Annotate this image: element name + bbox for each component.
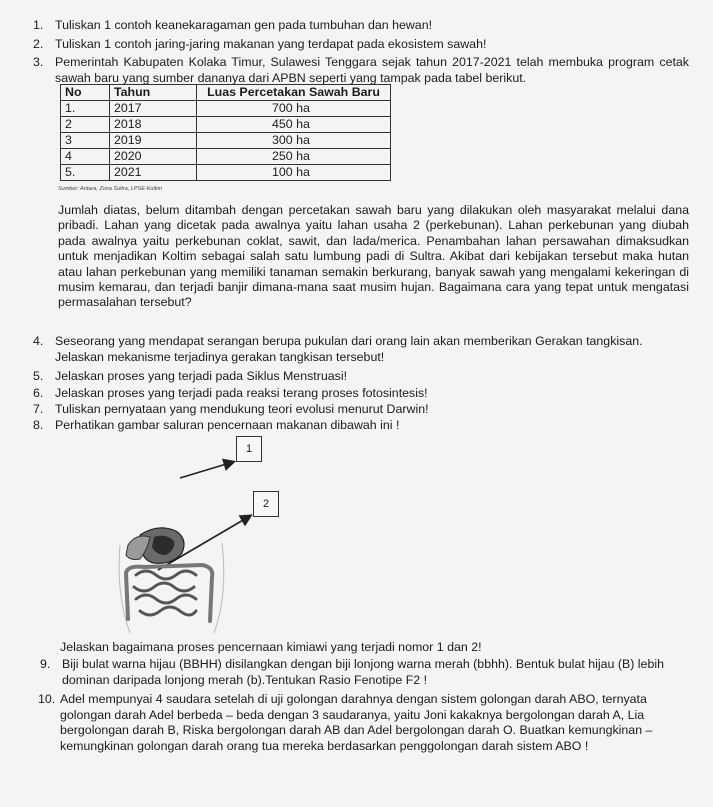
table-cell-area: 300 ha: [197, 133, 391, 149]
question-number: 4.: [33, 334, 44, 348]
question-text: Tuliskan 1 contoh keanekaragaman gen pada tumbuhan dan hewan!: [55, 18, 433, 32]
table-cell-area: 250 ha: [197, 149, 391, 165]
table-cell-year: 2018: [110, 117, 197, 133]
table-header-area: Luas Percetakan Sawah Baru: [197, 85, 391, 101]
table-cell-no: 3: [61, 133, 110, 149]
table-cell-no: 4: [61, 149, 110, 165]
question-text: Perhatikan gambar saluran pencernaan makanan dibawah ini !: [55, 418, 400, 432]
table-cell-area: 100 ha: [197, 165, 391, 181]
small-intestine: [134, 571, 196, 615]
table-cell-year: 2017: [110, 101, 197, 117]
question-number: 7.: [33, 402, 44, 416]
question-number: 10.: [38, 692, 56, 706]
question-text: Adel mempunyai 4 saudara setelah di uji golongan darahnya dengan sistem golongan darah ABO, ternyata golongan darah Adel berbeda – beda dengan 3 saudaranya, yaitu Joni kakaknya bergolongan darah A, Lia bergolongan darah B, Riska bergolongan darah AB dan Adel bergolongan darah O. Buatkan kemungkinan – kemungkinan golongan darah orang tua mereka berdasarkan penggolongan darah sistem ABO !: [60, 692, 653, 753]
figure-label-2: 2: [253, 491, 279, 517]
table-cell-no: 1.: [61, 101, 110, 117]
question-number: 8.: [33, 418, 44, 432]
context-paragraph: Jumlah diatas, belum ditambah dengan percetakan sawah baru yang dilakukan oleh masyarakat melalui dana pribadi. Lahan yang dicetak pada awalnya yaitu lahan usaha 2 (perkebunan). Lahan perkebunan yang diubah pada awalnya yaitu perkebunan coklat, sawit, dan lada/merica. Penambahan lahan persawahan dimaksudkan untuk menjadikan Koltim sebagai salah satu lumbung padi di Sultra. Akibat dari kebijakan tersebut maka hutan atau lahan perkebunan yang memiliki tanaman semakin berkurang, banyak sawah yang mengalami kekeringan di musim kemarau, dan terjadi banjir dimana-mana saat musim hujan. Bagaimana cara yang tepat untuk mengatasi permasalahan tersebut?: [58, 203, 689, 310]
table-header-no: No: [61, 85, 110, 101]
table-cell-area: 700 ha: [197, 101, 391, 117]
table-cell-year: 2020: [110, 149, 197, 165]
table-header-year: Tahun: [110, 85, 197, 101]
table-cell-year: 2019: [110, 133, 197, 149]
question-text: Jelaskan proses yang terjadi pada reaksi terang proses fotosintesis!: [55, 386, 428, 400]
arrow-to-label-1: [180, 462, 233, 478]
question-number: 9.: [40, 657, 51, 671]
question-10: [38, 692, 689, 754]
question-text: Tuliskan pernyataan yang mendukung teori evolusi menurut Darwin!: [55, 402, 429, 416]
figure-label-1: 1: [236, 436, 262, 462]
question-text: Pemerintah Kabupaten Kolaka Timur, Sulawesi Tenggara sejak tahun 2017-2021 telah membuka program cetak sawah baru yang sumber dananya dari APBN seperti yang tampak pada tabel berikut.: [55, 55, 689, 85]
table-cell-no: 5.: [61, 165, 110, 181]
table-cell-no: 2: [61, 117, 110, 133]
question-8-part-b: [60, 640, 689, 656]
question-text: Jelaskan bagaimana proses pencernaan kimiawi yang terjadi nomor 1 dan 2!: [60, 640, 482, 654]
question-9: [40, 657, 689, 688]
question-text: Seseorang yang mendapat serangan berupa pukulan dari orang lain akan memberikan Gerakan tangkisan. Jelaskan mekanisme terjadinya gerakan tangkisan tersebut!: [55, 334, 643, 364]
question-text: Biji bulat warna hijau (BBHH) disilangkan dengan biji lonjong warna merah (bbhh). Bentuk bulat hijau (B) lebih dominan daripada lonjong merah (b).Tentukan Rasio Fenotipe F2 !: [62, 657, 664, 687]
table-cell-year: 2021: [110, 165, 197, 181]
table-source: Sumber: Antara, Zona Sultra, LPSE-Koltim: [58, 186, 163, 192]
question-text: Tuliskan 1 contoh jaring-jaring makanan yang terdapat pada ekosistem sawah!: [55, 37, 487, 51]
question-number: 5.: [33, 369, 44, 383]
question-number: 6.: [33, 386, 44, 400]
question-number: 3.: [33, 55, 44, 69]
digestive-tract-illustration: [110, 515, 230, 640]
table-cell-area: 450 ha: [197, 117, 391, 133]
question-number: 2.: [33, 37, 44, 51]
question-text: Jelaskan proses yang terjadi pada Siklus Menstruasi!: [55, 369, 348, 383]
question-number: 1.: [33, 18, 44, 32]
